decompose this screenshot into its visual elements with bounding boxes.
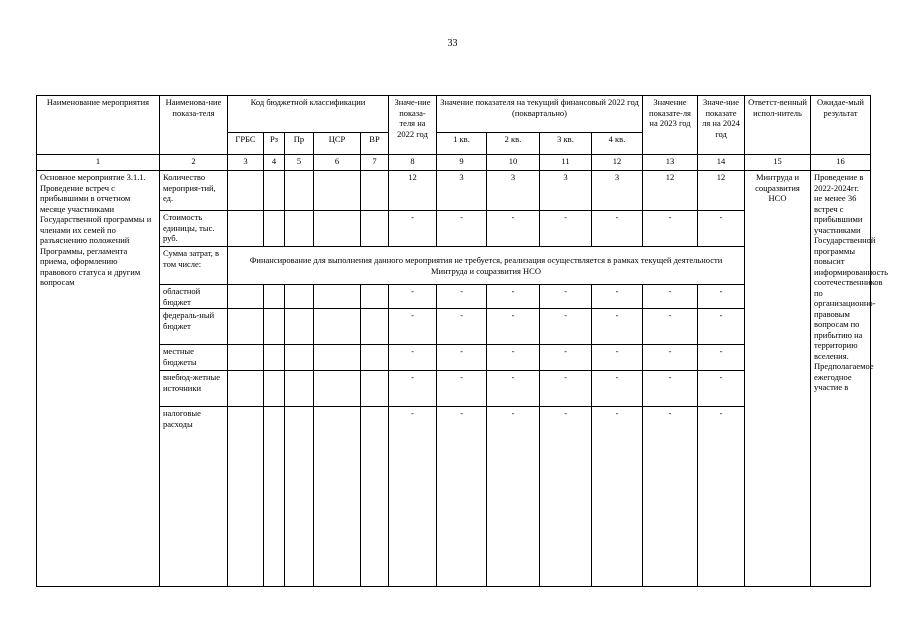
value-q4: 3 [592, 171, 643, 211]
value-2024: 12 [698, 171, 745, 211]
column-number: 11 [540, 155, 592, 171]
column-number: 3 [228, 155, 264, 171]
header-value-2023: Значение показате-ля на 2023 год [643, 96, 698, 155]
header-q3: 3 кв. [540, 133, 592, 155]
column-numbers-row [37, 155, 871, 171]
column-number: 12 [592, 155, 643, 171]
value-q1: - [437, 211, 487, 247]
value-q3: - [540, 345, 592, 371]
header-rz: Рз [264, 133, 285, 155]
value-2023: - [643, 309, 698, 345]
indicator-name: Стоимость единицы, тыс. руб. [160, 211, 228, 247]
value-2023: - [643, 407, 698, 587]
value-q4: - [592, 211, 643, 247]
column-number: 15 [745, 155, 811, 171]
value-q2: - [487, 285, 540, 309]
value-q1: - [437, 285, 487, 309]
header-indicator: Наименова-ние показа-теля [160, 96, 228, 155]
value-2022: - [389, 345, 437, 371]
value-2023: 12 [643, 171, 698, 211]
value-2023: - [643, 211, 698, 247]
indicator-name: внебюд-жетные источники [160, 371, 228, 407]
indicator-name: федераль-ный бюджет [160, 309, 228, 345]
value-q4: - [592, 285, 643, 309]
executor: Минтруда и соцразвития НСО [745, 171, 811, 587]
indicator-name: налоговые расходы [160, 407, 228, 587]
value-q1: - [437, 371, 487, 407]
value-q3: 3 [540, 171, 592, 211]
activity-name: Основное мероприятие 3.1.1. Проведение встреч с прибывшими в отчетном месяце участниками Государственной программы и членами их семей по разъяснению положений Программы, регламента приема, оформлению правового статуса и другим вопросам [37, 171, 160, 587]
value-2024: - [698, 285, 745, 309]
funding-note: Финансирование для выполнения данного мероприятия не требуется, реализация осуществляется в рамках текущей деятельности Минтруда и соцразвития НСО [228, 247, 745, 285]
value-q2: 3 [487, 171, 540, 211]
column-number: 16 [811, 155, 871, 171]
indicator-name: Количество мероприя-тий, ед. [160, 171, 228, 211]
value-q1: - [437, 407, 487, 587]
value-q2: - [487, 371, 540, 407]
column-number: 5 [285, 155, 314, 171]
column-number: 14 [698, 155, 745, 171]
value-q1: - [437, 309, 487, 345]
indicator-name: Сумма затрат, в том числе: [160, 247, 228, 285]
header-current-fy: Значение показателя на текущий финансовый 2022 год (поквартально) [437, 96, 643, 133]
value-q1: - [437, 345, 487, 371]
column-number: 13 [643, 155, 698, 171]
value-2024: - [698, 211, 745, 247]
value-q2: - [487, 345, 540, 371]
value-q3: - [540, 309, 592, 345]
header-expected: Ожидае-мый результат [811, 96, 871, 155]
column-number: 4 [264, 155, 285, 171]
header-grbs: ГРБС [228, 133, 264, 155]
value-2022: 12 [389, 171, 437, 211]
header-q1: 1 кв. [437, 133, 487, 155]
header-activity: Наименование мероприятия [37, 96, 160, 155]
column-number: 8 [389, 155, 437, 171]
value-2023: - [643, 345, 698, 371]
value-2023: - [643, 285, 698, 309]
value-2024: - [698, 407, 745, 587]
header-q4: 4 кв. [592, 133, 643, 155]
value-2024: - [698, 345, 745, 371]
value-2023: - [643, 371, 698, 407]
value-q3: - [540, 211, 592, 247]
header-vr: ВР [361, 133, 389, 155]
table-row [37, 171, 871, 211]
header-csr: ЦСР [314, 133, 361, 155]
value-2022: - [389, 407, 437, 587]
header-pr: Пр [285, 133, 314, 155]
column-number: 6 [314, 155, 361, 171]
value-q4: - [592, 371, 643, 407]
value-q2: - [487, 211, 540, 247]
page-number: 33 [447, 38, 458, 49]
column-number: 2 [160, 155, 228, 171]
value-2024: - [698, 371, 745, 407]
value-2022: - [389, 211, 437, 247]
column-number: 9 [437, 155, 487, 171]
column-number: 10 [487, 155, 540, 171]
value-q4: - [592, 407, 643, 587]
value-q2: - [487, 309, 540, 345]
header-value-2024: Значе-ние показате ля на 2024 год [698, 96, 745, 155]
indicator-name: областной бюджет [160, 285, 228, 309]
column-number: 7 [361, 155, 389, 171]
header-budget-code: Код бюджетной классификации [228, 96, 389, 133]
column-number: 1 [37, 155, 160, 171]
value-2022: - [389, 371, 437, 407]
value-2022: - [389, 285, 437, 309]
value-2022: - [389, 309, 437, 345]
value-q1: 3 [437, 171, 487, 211]
expected-result: Проведение в 2022-2024гг. не менее 36 встреч с прибывшими участниками Государственной программы повысит информированность соотечественников по организационно-правовым вопросам по прибытию на территорию вселения. Предполагаемое ежегодное участие в [811, 171, 871, 587]
value-2024: - [698, 309, 745, 345]
value-q2: - [487, 407, 540, 587]
value-q3: - [540, 407, 592, 587]
value-q4: - [592, 309, 643, 345]
value-q3: - [540, 285, 592, 309]
header-q2: 2 кв. [487, 133, 540, 155]
indicator-name: местные бюджеты [160, 345, 228, 371]
value-q3: - [540, 371, 592, 407]
header-value-2022: Значе-ние показа-теля на 2022 год [389, 96, 437, 155]
program-activity-table [36, 95, 889, 587]
header-executor: Ответст-венный испол-нитель [745, 96, 811, 155]
value-q4: - [592, 345, 643, 371]
